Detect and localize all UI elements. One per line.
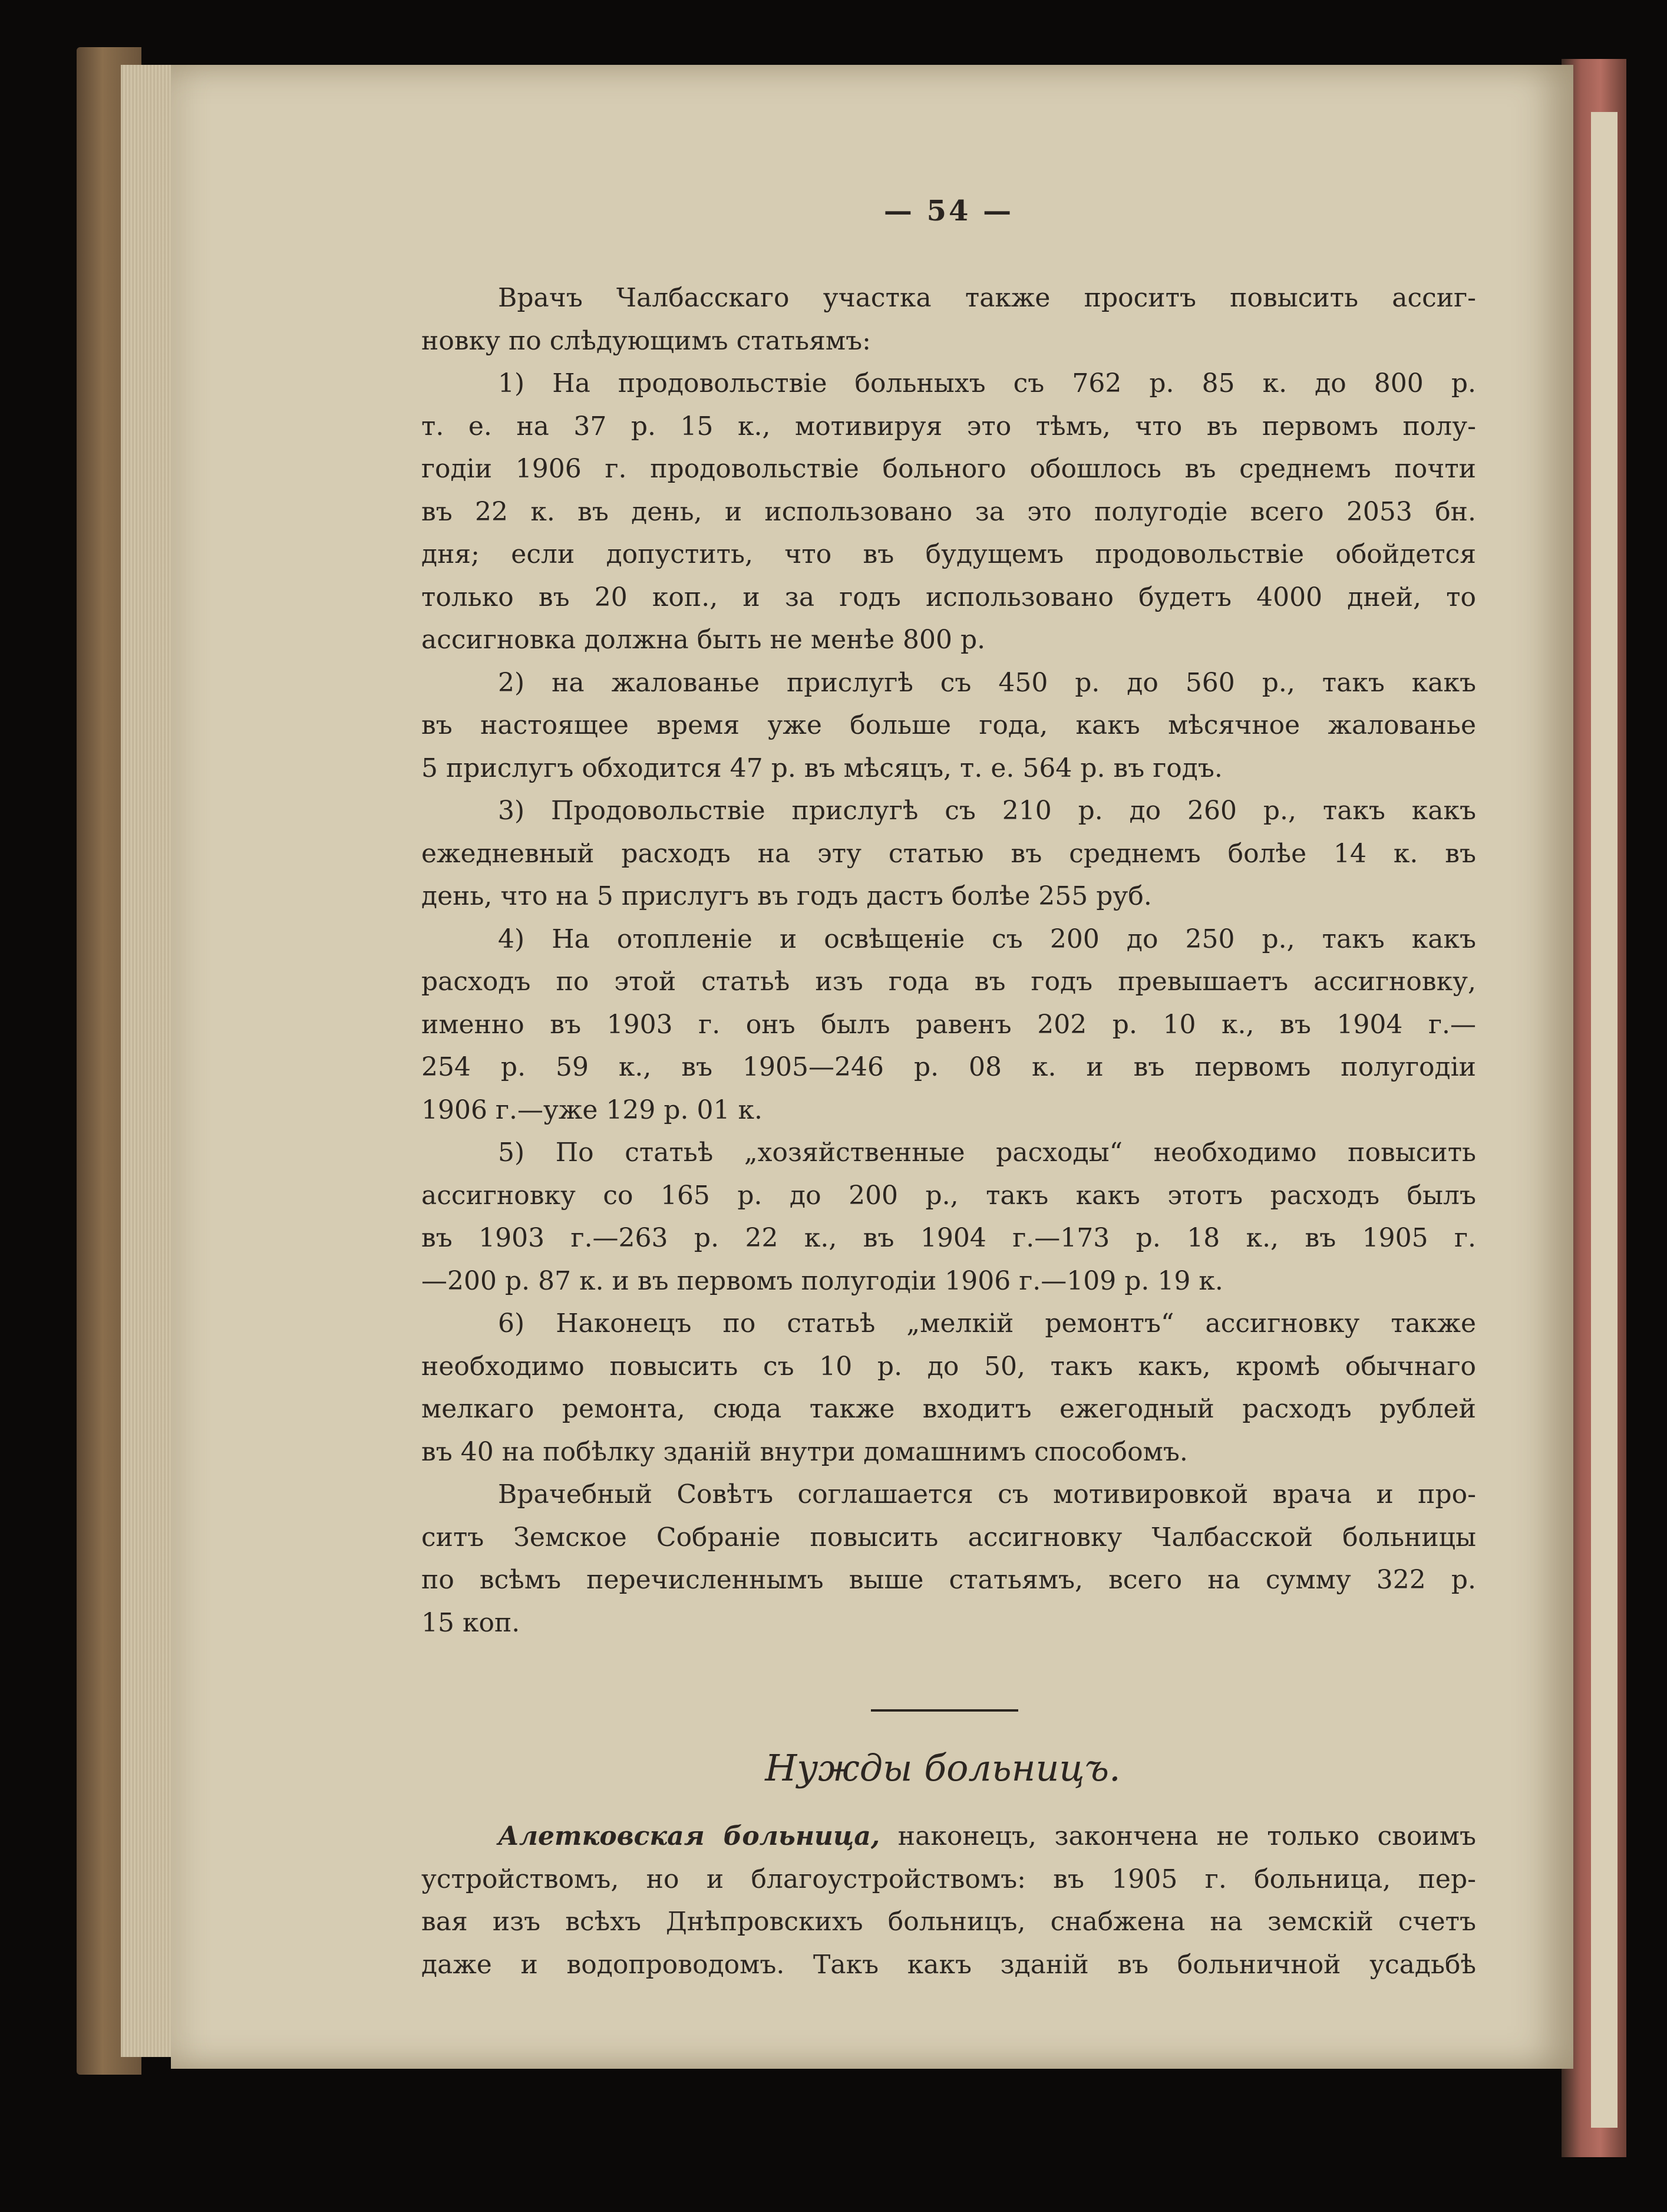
body-text: [421, 277, 1476, 1644]
text-line: дня; если допустить, что въ будущемъ продовольствіе обойдется: [421, 539, 1476, 569]
text-line: новку по слѣдующимъ статьямъ:: [421, 325, 871, 356]
text-line: ассигновку со 165 р. до 200 р., такъ какъ этотъ расходъ былъ: [421, 1180, 1476, 1211]
text-line: 5 прислугъ обходится 47 р. въ мѣсяцъ, т. е. 564 р. въ годъ.: [421, 753, 1223, 783]
text-line: день, что на 5 прислугъ въ годъ дастъ болѣе 255 руб.: [421, 881, 1152, 911]
text-line: ассигновка должна быть не менѣе 800 р.: [421, 625, 986, 655]
text-line: 2) на жалованье прислугѣ съ 450 р. до 560 р., такъ какъ: [498, 667, 1476, 698]
text-line: 3) Продовольствіе прислугѣ съ 210 р. до 260 р., такъ какъ: [498, 796, 1476, 826]
page-number: — 54 —: [883, 195, 1014, 228]
section-body-text: [421, 1815, 1476, 1986]
text-line-rest: наконецъ, закончена не только своимъ: [897, 1821, 1476, 1851]
text-line: Врачебный Совѣтъ соглашается съ мотивировкой врача и про-: [498, 1479, 1476, 1509]
text-line: вая изъ всѣхъ Днѣпровскихъ больницъ, снабжена на земскій счетъ: [421, 1907, 1476, 1937]
text-line: въ настоящее время уже больше года, какъ мѣсячное жалованье: [421, 710, 1476, 740]
text-line: 6) Наконецъ по статьѣ „мелкій ремонтъ“ ассигновку также: [498, 1308, 1476, 1339]
text-line: расходъ по этой статьѣ изъ года въ годъ превышаетъ ассигновку,: [421, 967, 1476, 997]
text-line: мелкаго ремонта, сюда также входитъ ежегодный расходъ рублей: [421, 1394, 1476, 1424]
text-line: ситъ Земское Собраніе повысить ассигновку Чалбасской больницы: [421, 1522, 1476, 1552]
text-line: т. е. на 37 р. 15 к., мотивируя это тѣмъ, что въ первомъ полу-: [421, 411, 1476, 441]
text-line: годіи 1906 г. продовольствіе больного обошлось въ среднемъ почти: [421, 454, 1476, 484]
section-heading: Нужды больницъ.: [765, 1746, 1121, 1789]
text-line: по всѣмъ перечисленнымъ выше статьямъ, всего на сумму 322 р.: [421, 1565, 1476, 1595]
page-stack-edge: [121, 65, 174, 2057]
text-line: 254 р. 59 к., въ 1905—246 р. 08 к. и въ первомъ полугодіи: [421, 1052, 1476, 1082]
text-line: 1) На продовольствіе больныхъ съ 762 р. 85 к. до 800 р.: [498, 368, 1476, 398]
text-line: въ 22 к. въ день, и использовано за это полугодіе всего 2053 бн.: [421, 496, 1476, 527]
text-line: въ 1903 г.—263 р. 22 к., въ 1904 г.—173 р. 18 к., въ 1905 г.: [421, 1223, 1476, 1253]
text-line: ежедневный расходъ на эту статью въ среднемъ болѣе 14 к. въ: [421, 838, 1476, 869]
text-line: именно въ 1903 г. онъ былъ равенъ 202 р. 10 к., въ 1904 г.—: [421, 1009, 1476, 1040]
text-line: даже и водопроводомъ. Такъ какъ зданій въ больничной усадьбѣ: [421, 1949, 1476, 1980]
text-line: 1906 г.—уже 129 р. 01 к.: [421, 1095, 762, 1125]
text-line: 15 коп.: [421, 1607, 520, 1638]
text-line: 5) По статьѣ „хозяйственные расходы“ необходимо повысить: [498, 1138, 1476, 1168]
text-line: необходимо повысить съ 10 р. до 50, такъ какъ, кромѣ обычнаго: [421, 1351, 1476, 1382]
text-line: 4) На отопленіе и освѣщеніе съ 200 до 250 р., такъ какъ: [498, 924, 1476, 954]
text-line: —200 р. 87 к. и въ первомъ полугодіи 1906 г.—109 р. 19 к.: [421, 1265, 1223, 1296]
text-line: устройствомъ, но и благоустройствомъ: въ 1905 г. больница, пер-: [421, 1864, 1476, 1894]
facing-page-edge: [1591, 112, 1618, 2128]
text-line: въ 40 на побѣлку зданій внутри домашнимъ способомъ.: [421, 1436, 1188, 1467]
text-line: [421, 1815, 1476, 1858]
text-line: только въ 20 коп., и за годъ использовано будетъ 4000 дней, то: [421, 582, 1476, 612]
text-line: Врачъ Чалбасскаго участка также проситъ повысить ассиг-: [498, 283, 1476, 313]
hospital-name: Алетковская больница,: [498, 1821, 880, 1851]
section-divider: [871, 1709, 1018, 1712]
